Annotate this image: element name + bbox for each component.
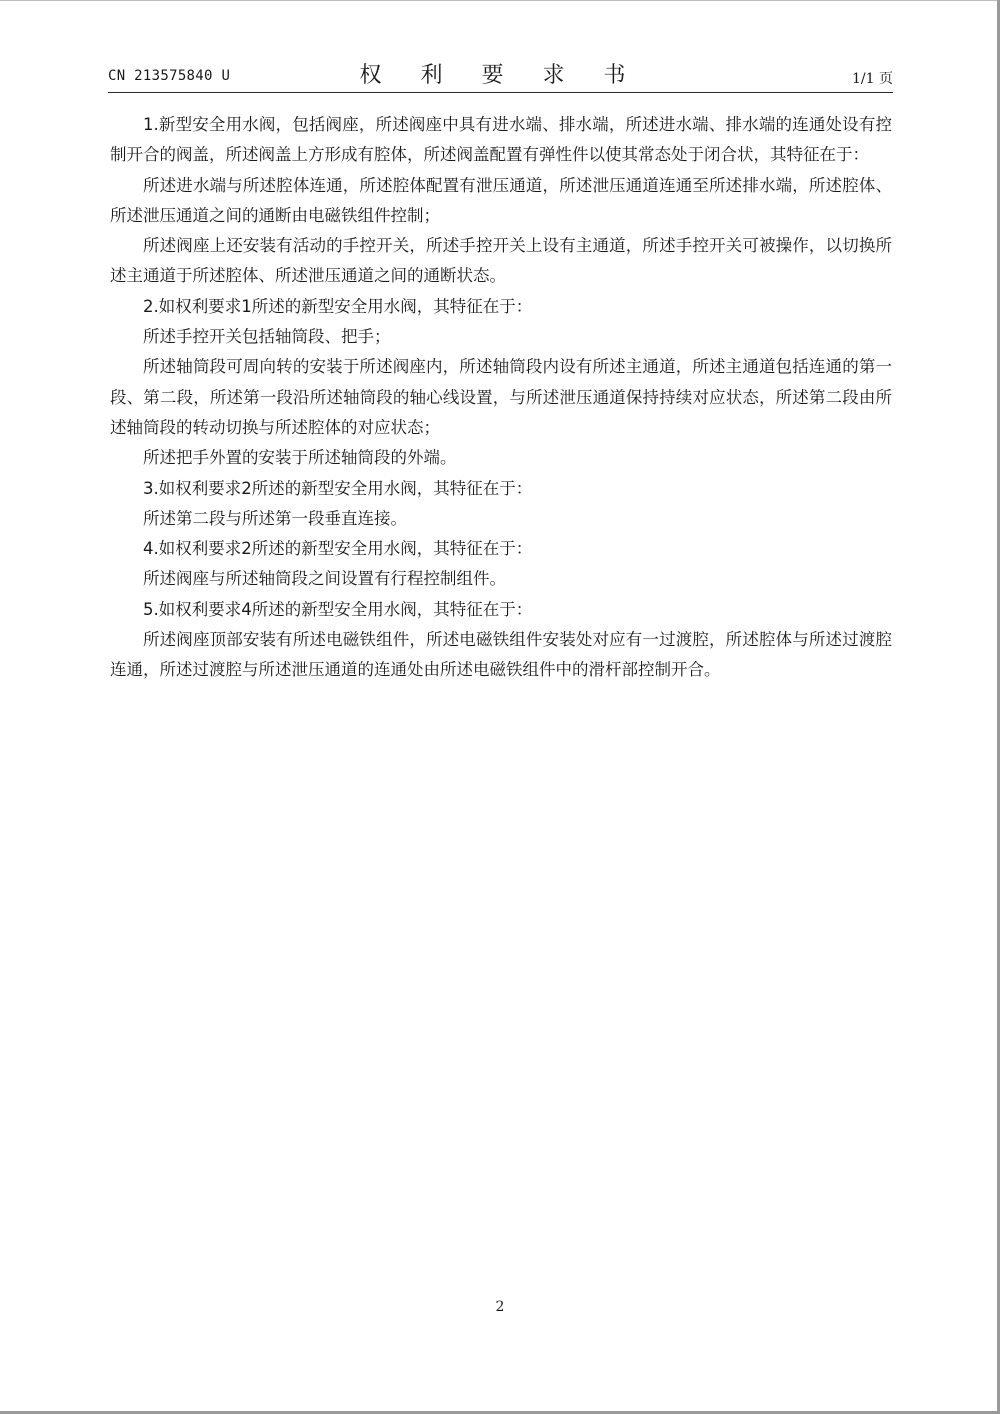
claim-2-paragraph: 2.如权利要求1所述的新型安全用水阀，其特征在于： xyxy=(143,296,533,316)
claim-3-paragraph: 所述第二段与所述第一段垂直连接。 xyxy=(143,508,407,528)
claim-4-paragraph: 所述阀座与所述轴筒段之间设置有行程控制组件。 xyxy=(143,569,506,589)
claim-5-paragraph: 5.如权利要求4所述的新型安全用水阀，其特征在于： xyxy=(143,599,533,619)
claim-2-paragraph: 所述轴筒段可周向转的安装于所述阀座内，所述轴筒段内设有所述主通道，所述主通道包括连通的第一段、第二段，所述第一段沿所述轴筒段的轴心线设置，与所述泄压通道保持持续对应状态，所述第二段由所述轴筒段的转动切换与所述腔体的对应状态； xyxy=(110,357,892,437)
claim-1-paragraph: 所述阀座上还安装有活动的手控开关，所述手控开关上设有主通道，所述手控开关可被操作，以切换所述主通道于所述腔体、所述泄压通道之间的通断状态。 xyxy=(110,236,892,286)
page-border-top xyxy=(0,0,1000,1)
header-divider xyxy=(108,92,893,93)
claim-4-paragraph: 4.如权利要求2所述的新型安全用水阀，其特征在于： xyxy=(143,539,533,559)
page-count-label: 1/1 页 xyxy=(852,71,893,87)
document-title: 权 利 要 求 书 xyxy=(359,63,642,88)
claim-3-paragraph: 3.如权利要求2所述的新型安全用水阀，其特征在于： xyxy=(143,478,533,498)
publication-number: CN 213575840 U xyxy=(108,68,231,84)
claim-5-paragraph: 所述阀座顶部安装有所述电磁铁组件，所述电磁铁组件安装处对应有一过渡腔，所述腔体与所述过渡腔连通，所述过渡腔与所述泄压通道的连通处由所述电磁铁组件中的滑杆部控制开合。 xyxy=(110,630,892,680)
claim-2-paragraph: 所述把手外置的安装于所述轴筒段的外端。 xyxy=(143,448,457,468)
page-header xyxy=(108,58,893,92)
page-number: 2 xyxy=(495,1299,505,1315)
claim-2-paragraph: 所述手控开关包括轴筒段、把手； xyxy=(143,327,391,347)
claim-1-paragraph: 所述进水端与所述腔体连通，所述腔体配置有泄压通道，所述泄压通道连通至所述排水端，所述腔体、所述泄压通道之间的通断由电磁铁组件控制； xyxy=(110,175,892,225)
claims-body xyxy=(110,110,892,686)
claim-1-paragraph: 1.新型安全用水阀，包括阀座，所述阀座中具有进水端、排水端，所述进水端、排水端的连通处设有控制开合的阀盖，所述阀盖上方形成有腔体，所述阀盖配置有弹性件以使其常态处于闭合状，其特征在于： xyxy=(110,115,892,165)
